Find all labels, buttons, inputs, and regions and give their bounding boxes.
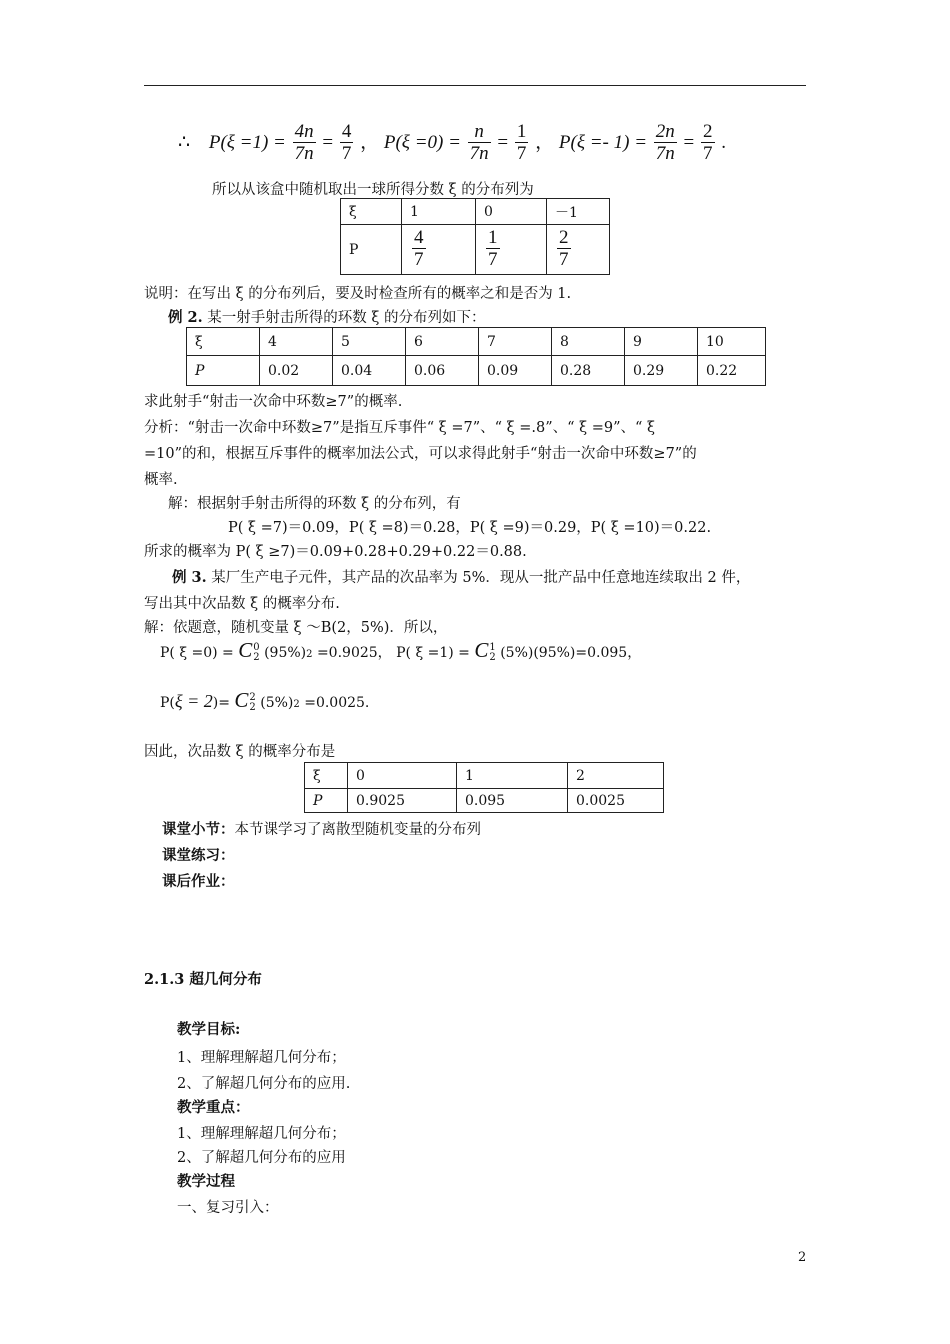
solution-line-2: P( ξ =7)＝0.09，P( ξ =8)＝0.28，P( ξ =9)＝0.29，P( ξ =10)＝0.22. [228, 520, 712, 536]
example-3-line-2: 写出其中次品数 ξ 的概率分布. [144, 596, 340, 612]
table1-prob-0: $\frac{1}{7}$ [488, 227, 498, 270]
example-3-heading: 例 3. 某厂生产电子元件，其产品的次品率为 5%．现从一批产品中任意地连续取出 2 件， [172, 569, 751, 586]
fraction-4n-7n: $\frac{4n}{7n}$ [294, 121, 314, 164]
fraction-2n-7n: $\frac{2n}{7n}$ [655, 121, 675, 164]
key-points-label: 教学重点： [177, 1099, 250, 1116]
example-3-conclusion: 因此，次品数 ξ 的概率分布是 [144, 744, 336, 760]
binomial-equation-2: P(ξ = 2)= C 2 2 (5%)2 =0.0025. [160, 688, 370, 713]
p3-lhs: P(ξ =- 1) = [558, 131, 648, 153]
homework-label: 课后作业： [162, 873, 235, 890]
process-label: 教学过程 [177, 1173, 235, 1190]
practice-label: 课堂练习： [162, 847, 235, 864]
therefore-symbol: ∴ [178, 131, 191, 153]
goal-1: 1、理解理解超几何分布； [177, 1050, 346, 1066]
example-3-solution: 解：依题意，随机变量 ξ ～B(2，5%)．所以， [144, 620, 448, 636]
fraction-4-7: $\frac{4}{7}$ [341, 121, 352, 164]
note-line: 说明：在写出 ξ 的分布列后，要及时检查所有的概率之和是否为 1. [144, 286, 572, 302]
key-point-1: 1、理解理解超几何分布； [177, 1126, 346, 1142]
solution-line-3: 所求的概率为 P( ξ ≥7)＝0.09+0.28+0.29+0.22＝0.88. [144, 544, 527, 560]
goal-2: 2、了解超几何分布的应用. [177, 1076, 351, 1092]
distribution-table-2: ξ 4 5 6 7 8 9 10 P 0.02 0.04 0.06 0.09 0.28 0.29 0.22 [186, 327, 766, 386]
table1-prob-1: $\frac{4}{7}$ [414, 227, 424, 270]
dist-intro-line: 所以从该盒中随机取出一球所得分数 ξ 的分布列为 [212, 182, 534, 198]
binomial-equation-1: P( ξ =0) = C 0 2 (95%)2 =0.9025， P( ξ =1) = C 1 2 (5%)(95%)=0.095， [160, 638, 642, 663]
fraction-1-7: $\frac{1}{7}$ [516, 121, 527, 164]
section-title: 2.1.3 超几何分布 [144, 971, 262, 988]
analysis-line-3: 概率. [144, 472, 178, 488]
example-2-question: 求此射手“射击一次命中环数≥7”的概率. [144, 394, 403, 410]
page-number: 2 [798, 1250, 807, 1265]
table1-prob-neg1: $\frac{2}{7}$ [559, 227, 569, 270]
review-intro: 一、复习引入： [177, 1200, 279, 1216]
summary-line: 课堂小节：本节课学习了离散型随机变量的分布列 [162, 821, 481, 838]
analysis-line-2: =10”的和，根据互斥事件的概率加法公式，可以求得此射手“射击一次命中环数≥7”的 [144, 446, 697, 462]
distribution-table-1: ξ 1 0 －1 P $\frac{4}{7}$ $\frac{1}{7}$ $\frac{2}{7}$ [340, 198, 610, 275]
header-rule [144, 85, 806, 86]
table1-header-xi: ξ [341, 199, 402, 225]
solution-line-1: 解：根据射手射击所得的环数 ξ 的分布列，有 [168, 496, 461, 512]
analysis-line-1: 分析：“射击一次命中环数≥7”是指互斥事件“ ξ =7”、“ ξ =.8”、“ ξ =9”、“ ξ [144, 420, 656, 436]
example-2-heading: 例 2. 某一射手射击所得的环数 ξ 的分布列如下： [168, 309, 486, 326]
goals-label: 教学目标: [177, 1021, 241, 1038]
table1-p-label: P [341, 225, 402, 275]
p1-lhs: P(ξ =1) = [208, 131, 286, 153]
equation-probabilities: ∴ P(ξ =1) = $\frac{4n}{7n}$ = $\frac{4}{7}$ ， P(ξ =0) = $\frac{n}{7n}$ = $\frac{1}{7}$ ， P(ξ =- 1) = $\frac{2n}{7n}$ = $\frac{2}{7}$ . [178, 121, 726, 164]
fraction-2-7: $\frac{2}{7}$ [703, 121, 713, 164]
fraction-n-7n: $\frac{n}{7n}$ [469, 121, 489, 164]
p2-lhs: P(ξ =0) = [383, 131, 461, 153]
distribution-table-3: ξ 0 1 2 P 0.9025 0.095 0.0025 [304, 762, 664, 813]
key-point-2: 2、了解超几何分布的应用 [177, 1150, 346, 1166]
